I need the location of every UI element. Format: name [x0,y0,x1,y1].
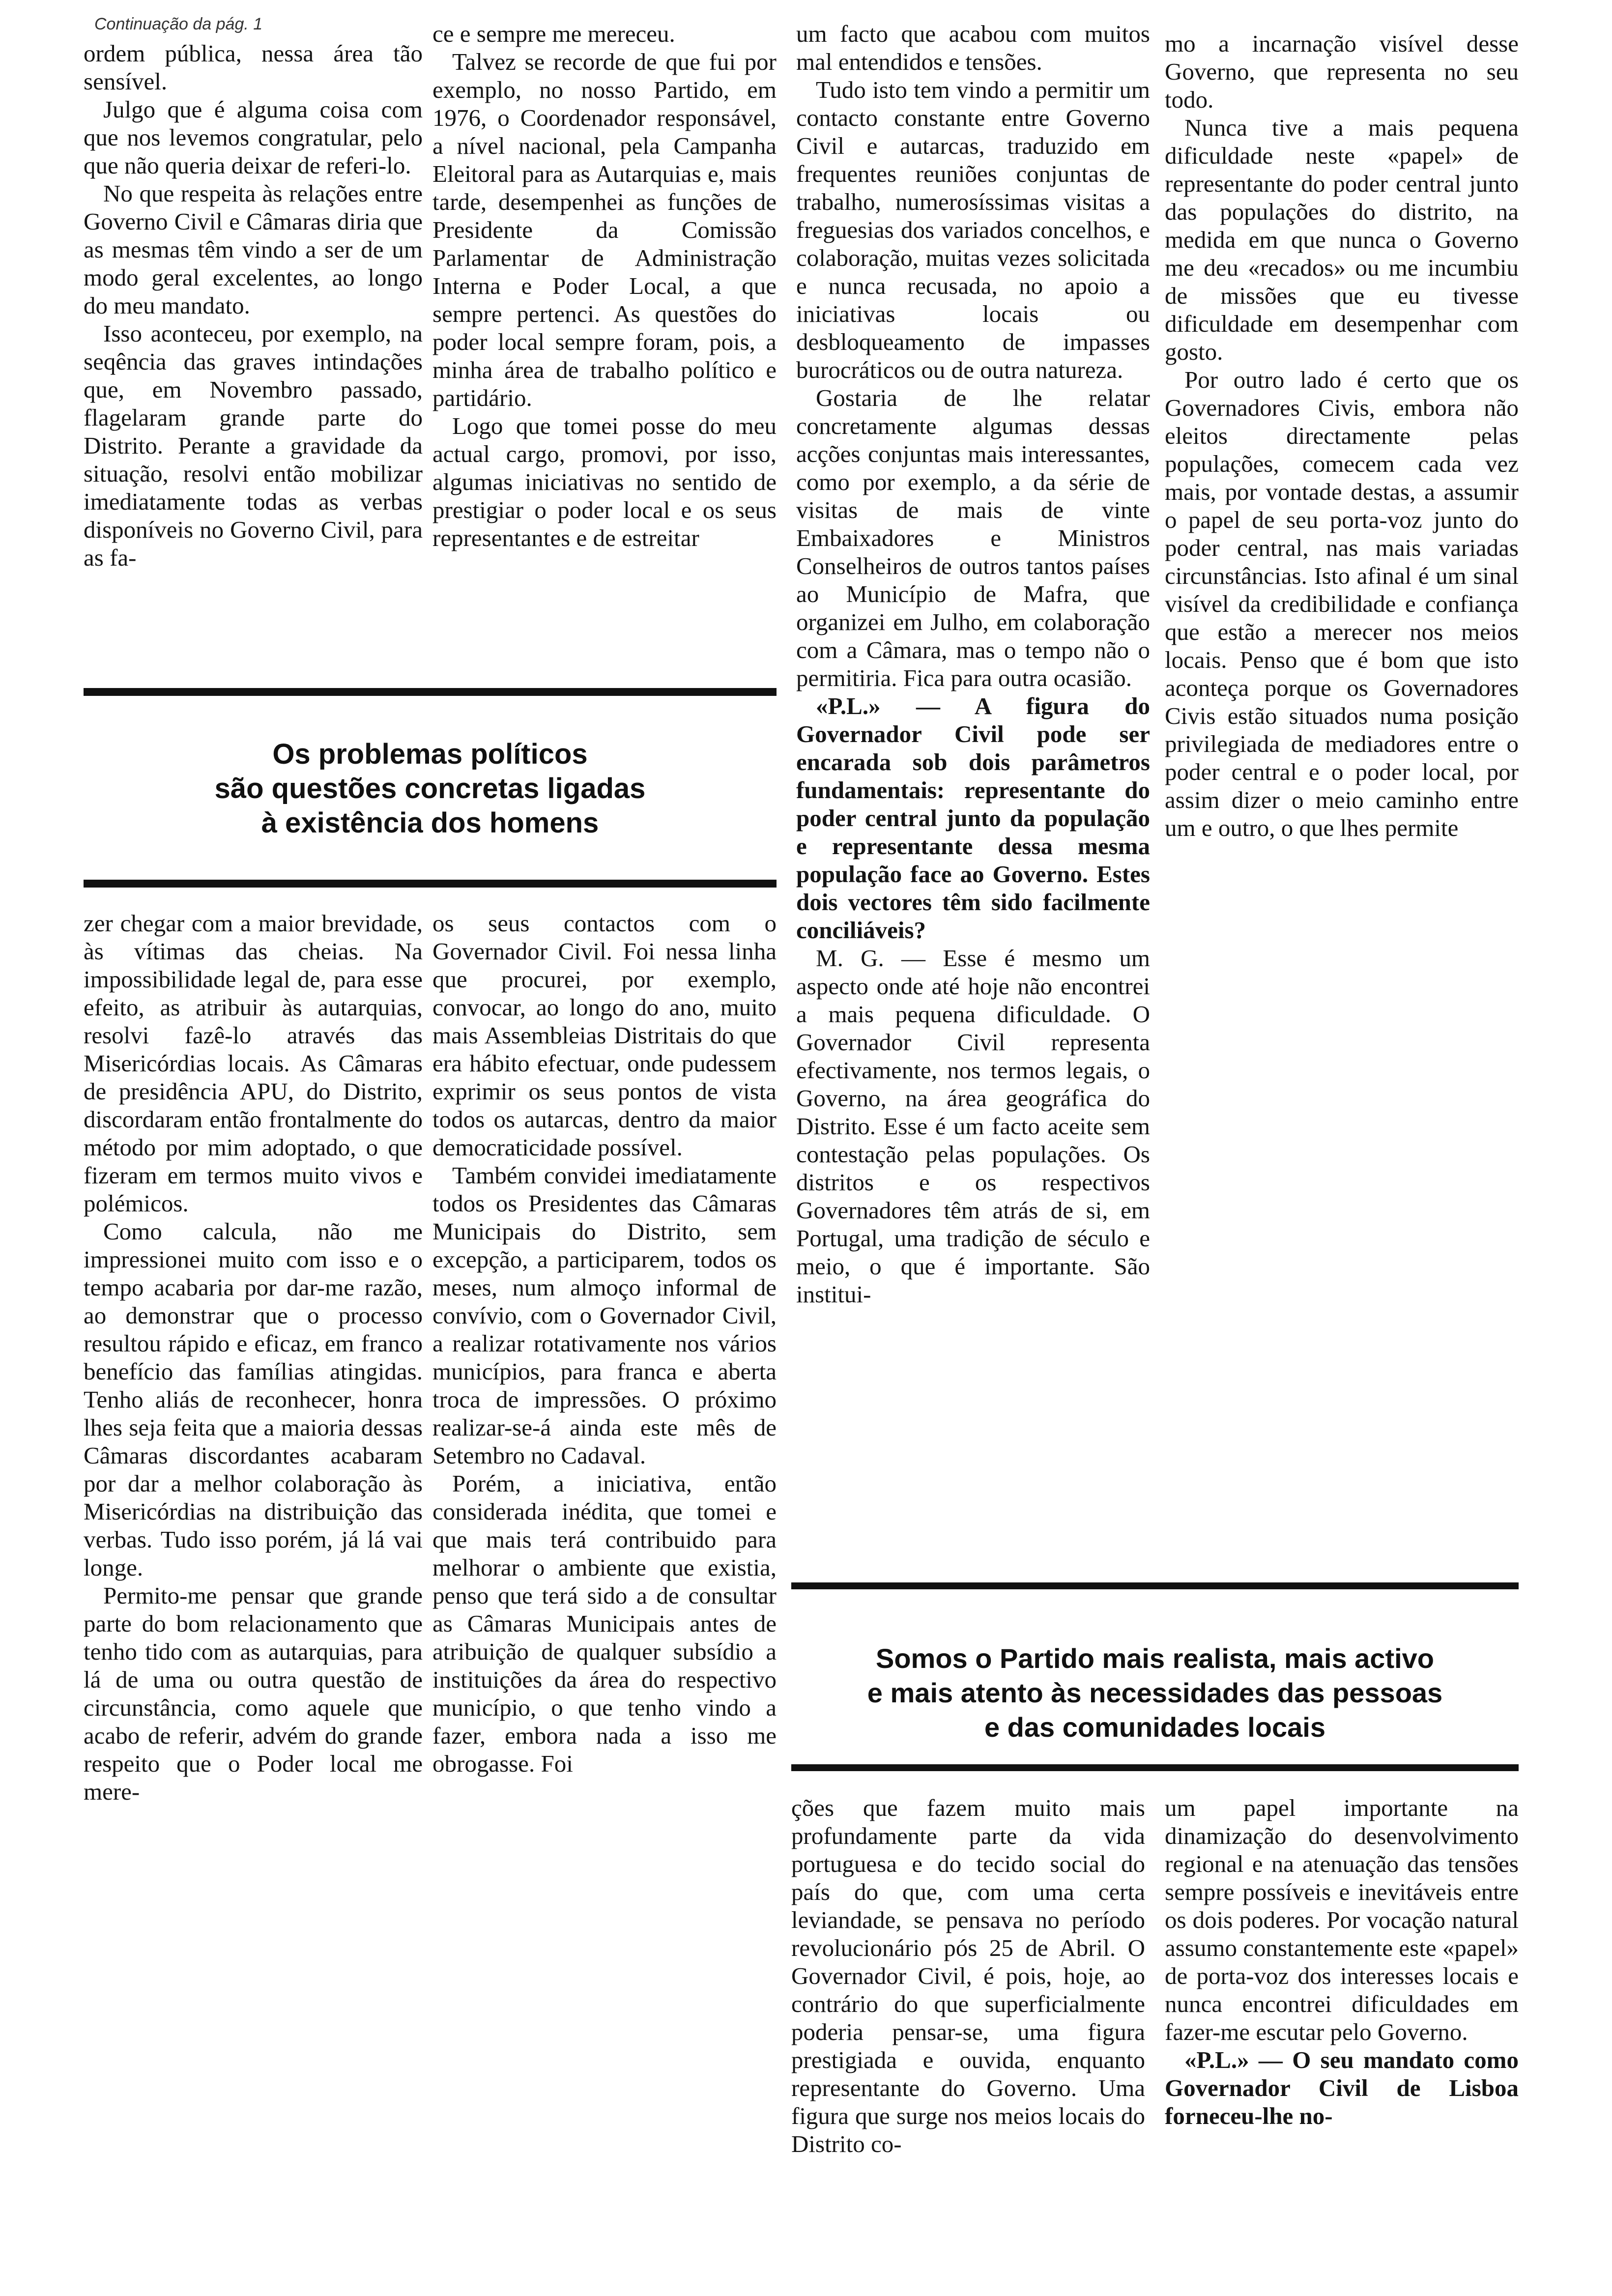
paragraph: Julgo que é alguma coisa com que nos levemos congratular, pelo que não queria deixar de referi-lo. [84,96,423,179]
column-3-bottom [791,1794,1145,2158]
paragraph: M. G. — Esse é mesmo um aspecto onde até hoje não encontrei a mais pequena dificuldade. O Governador Civil representa efectivamente, nos termos legais, o Governo, na área geográfica do Distrito. Esse é um facto aceite sem contestação pelas populações. Os distritos e os respectivos Governadores têm atrás de si, em Portugal, uma tradição de século e meio, o que é importante. São institui- [796,945,1150,1308]
headline-line: Os problemas políticos [272,738,588,770]
paragraph: Porém, a iniciativa, então considerada inédita, que tomei e que mais terá contribuido para melhorar o ambiente que existia, penso que terá sido a de consultar as Câmaras Municipais antes de atribuição de qualquer subsídio a instituições da área do respectivo município, o que tenho vindo a fazer, embora nada a isso me obrogasse. Foi [432,1470,777,1777]
headline-line: são questões concretas ligadas [214,773,646,804]
paragraph: No que respeita às relações entre Governo Civil e Câmaras diria que as mesmas têm vindo a ser de um modo geral excelentes, ao longo do meu mandato. [84,180,423,319]
paragraph: ordem pública, nessa área tão sensível. [84,40,423,95]
paragraph: Talvez se recorde de que fui por exemplo, no nosso Partido, em 1976, o Coordenador responsável, a nível nacional, pela Campanha Eleitoral para as Autarquias e, mais tarde, desempenhei as funções de Presidente da Comissão Parlamentar de Administração Interna e Poder Local, a que sempre pertenci. As questões do poder local sempre foram, pois, a minha área de trabalho político e partidário. [432,48,777,411]
column-1-top [84,39,423,572]
headline-line: Somos o Partido mais realista, mais activo [876,1643,1434,1674]
paragraph: Como calcula, não me impressionei muito com isso e o tempo acabaria por dar-me razão, ao demonstrar que o processo resultou rápido e eficaz, em franco benefício das famílias atingidas. Tenho aliás de reconhecer, honra lhes seja feita que a maioria dessas Câmaras discordantes acabaram por dar a melhor colaboração às Misericórdias na distribuição das verbas. Tudo isso porém, já lá vai longe. [84,1218,423,1581]
paragraph: Por outro lado é certo que os Governadores Civis, embora não eleitos directamente pelas populações, comecem cada vez mais, por vontade destas, a assumir o papel de seu porta-voz junto do poder central, nas mais variadas circunstâncias. Isto afinal é um sinal visível da credibilidade e confiança que estão a merecer nos meios locais. Penso que é bom que isto aconteça porque os Governadores Civis estão situados numa posição privilegiada de mediadores entre o poder central e o poder local, por assim dizer o meio caminho entre um e outro, o que lhes permite [1165,366,1519,841]
column-1-bottom [84,909,423,1806]
paragraph: Tudo isto tem vindo a permitir um contacto constante entre Governo Civil e autarcas, traduzido em frequentes reuniões conjuntas de trabalho, numerosíssimas visitas a freguesias dos variados concelhos, e colaboração, muitas vezes solicitada e nunca recusada, no apoio a iniciativas locais ou desbloqueamento de impasses burocráticos ou de outra natureza. [796,76,1150,383]
paragraph: Também convidei imediatamente todos os Presidentes das Câmaras Municipais do Distrito, sem excepção, a participarem, todos os meses, num almoço informal de convívio, com o Governador Civil, a realizar rotativamente nos vários municípios, para franca e aberta troca de impressões. O próximo realizar-se-á ainda este mês de Setembro no Cadaval. [432,1162,777,1469]
headline-first [84,737,777,840]
paragraph: Logo que tomei posse do meu actual cargo, promovi, por isso, algumas iniciativas no sentido de prestigiar o poder local e os seus representantes e de estreitar [432,412,777,551]
paragraph: Isso aconteceu, por exemplo, na seqência das graves intindações que, em Novembro passado, flagelaram grande parte do Distrito. Perante a gravidade da situação, resolvi então mobilizar imediatamente todas as verbas disponíveis no Governo Civil, para as fa- [84,320,423,571]
column-4-bottom [1165,1794,1519,2130]
paragraph: ce e sempre me mereceu. [432,20,675,47]
paragraph: Gostaria de lhe relatar concretamente algumas dessas acções conjuntas mais interessantes, como por exemplo, a da série de visitas de mais de vinte Embaixadores e Ministros Conselheiros de outros tantos países ao Município de Mafra, que organizei em Julho, em colaboração com a Câmara, mas o tempo não o permitiria. Fica para outra ocasião. [796,384,1150,691]
headline-second [791,1641,1519,1745]
headline-line: e das comunidades locais [984,1712,1326,1743]
interview-question: «P.L.» — O seu mandato como Governador Civil de Lisboa forneceu-lhe no- [1165,2046,1519,2129]
column-4-top [1165,29,1519,842]
continuation-label: Continuação da pág. 1 [94,15,263,33]
headline-rule-top [84,688,777,696]
paragraph: mo a incarnação visível desse Governo, que representa no seu todo. [1165,30,1519,113]
paragraph: ções que fazem muito mais profundamente parte da vida portuguesa e do tecido social do país do que, com uma certa leviandade, se pensava no período revolucionário pós 25 de Abril. O Governador Civil, é pois, hoje, ao contrário do que superficialmente poderia pensar-se, uma figura prestigiada e ouvida, enquanto representante do Governo. Uma figura que surge nos meios locais do Distrito co- [791,1794,1145,2157]
headline-line: e mais atento às necessidades das pessoas [867,1677,1443,1708]
column-2-bottom [432,909,777,1778]
column-3 [796,20,1150,1308]
interview-question: «P.L.» — A figura do Governador Civil pode ser encarada sob dois parâmetros fundamentais: representante do poder central junto da população e representante dessa mesma população face ao Governo. Estes dois vectores têm sido facilmente conciliáveis? [796,692,1150,944]
headline-rule-bottom [84,880,777,888]
paragraph: Permito-me pensar que grande parte do bom relacionamento que tenho tido com as autarquias, para lá de uma ou outra questão de circunstância, como aquele que acabo de referir, advém do grande respeito que o Poder local me mere- [84,1582,423,1805]
paragraph: um facto que acabou com muitos mal entendidos e tensões. [796,20,1150,75]
column-2-top [432,20,777,552]
paragraph: um papel importante na dinamização do desenvolvimento regional e na atenuação das tensões sempre possíveis e inevitáveis entre os dois poderes. Por vocação natural assumo constantemente este «papel» de porta-voz dos interesses locais e nunca encontrei dificuldades em fazer-me escutar pelo Governo. [1165,1794,1519,2045]
paragraph: os seus contactos com o Governador Civil. Foi nessa linha que procurei, por exemplo, convocar, ao longo do ano, muito mais Assembleias Distritais do que era hábito efectuar, onde pudessem exprimir os seus pontos de vista todos os autarcas, dentro da maior democraticidade possível. [432,910,777,1161]
headline2-rule-top [791,1582,1519,1589]
headline-line: à existência dos homens [261,807,599,839]
paragraph: zer chegar com a maior brevidade, às vítimas das cheias. Na impossibilidade legal de, para esse efeito, as atribuir às autarquias, resolvi fazê-lo através das Misericórdias locais. As Câmaras de presidência APU, do Distrito, discordaram então frontalmente do método por mim adoptado, o que fizeram em termos muito vivos e polémicos. [84,910,423,1217]
headline2-rule-bottom [791,1764,1519,1771]
paragraph: Nunca tive a mais pequena dificuldade neste «papel» de representante do poder central junto das populações do distrito, na medida em que nunca o Governo me deu «recados» ou me incumbiu de missões que eu tivesse dificuldade em desempenhar com gosto. [1165,114,1519,365]
